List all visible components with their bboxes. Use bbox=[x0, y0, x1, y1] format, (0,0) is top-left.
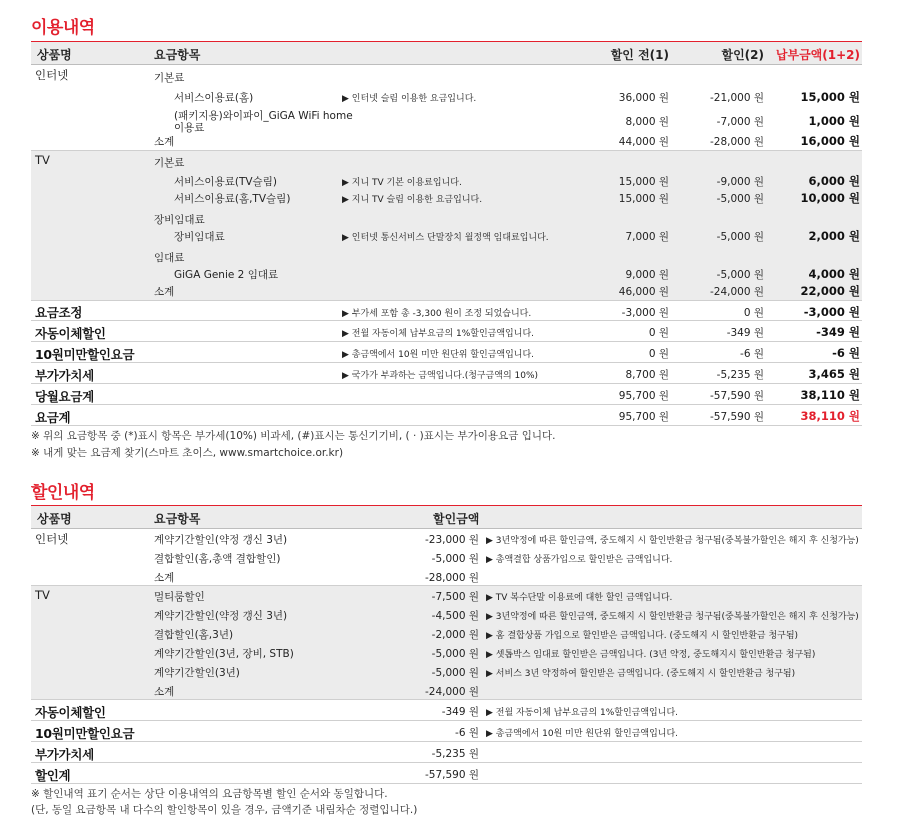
table-row bbox=[31, 227, 862, 245]
table-row bbox=[31, 605, 862, 624]
item-description: ▶ 전월 자동이체 납부요금의 1%할인금액입니다. bbox=[342, 329, 534, 339]
discount-amount: -5,000 원 bbox=[431, 553, 479, 565]
item-description: ▶ 지니 TV 기본 이용료입니다. bbox=[342, 178, 462, 188]
table-row bbox=[31, 662, 862, 681]
row-label: 10원미만할인요금 bbox=[35, 726, 135, 741]
item-description: ▶ 지니 TV 슬림 이용한 요금입니다. bbox=[342, 195, 483, 205]
product-name: 인터넷 bbox=[35, 68, 69, 82]
amount-before: 95,700 원 bbox=[618, 411, 669, 423]
item-name: 결합할인(홈,3년) bbox=[154, 629, 234, 641]
amount-before: 95,700 원 bbox=[618, 390, 669, 402]
discount-amount: -5,000 원 bbox=[431, 648, 479, 660]
row-label: 부가가치세 bbox=[35, 747, 94, 762]
subtotal-row bbox=[31, 282, 862, 300]
item-name: 계약기간할인(약정 갱신 3년) bbox=[154, 534, 288, 546]
usage-section-title: 이용내역 bbox=[31, 18, 95, 38]
table-row bbox=[31, 107, 862, 134]
header-product: 상품명 bbox=[37, 48, 72, 62]
table-row bbox=[31, 207, 862, 227]
amount-before: 36,000 원 bbox=[618, 92, 669, 104]
table-row bbox=[31, 624, 862, 643]
subtotal-label: 소계 bbox=[154, 572, 175, 584]
discount-amount: -23,000 원 bbox=[424, 534, 479, 546]
amount-before: 15,000 원 bbox=[618, 176, 669, 188]
item-description: ▶ 국가가 부과하는 금액입니다.(청구금액의 10%) bbox=[342, 371, 539, 381]
subtotal-label: 소계 bbox=[154, 686, 175, 698]
discount-amount: -4,500 원 bbox=[431, 610, 479, 622]
item-name: 서비스이용료(홈) bbox=[174, 92, 254, 104]
amount-before: 7,000 원 bbox=[625, 231, 669, 243]
amount-before: 8,000 원 bbox=[625, 116, 669, 128]
item-name: GiGA Genie 2 임대료 bbox=[174, 269, 279, 281]
item-name: 장비임대료 bbox=[174, 231, 225, 243]
amount-pay: 22,000 원 bbox=[800, 284, 860, 298]
discount-amount: -5,235 원 bbox=[431, 748, 479, 760]
discount-table bbox=[31, 505, 862, 784]
discount-group-tv bbox=[31, 586, 862, 700]
item-description: ▶ 총금액에서 10원 미만 원단위 할인금액입니다. bbox=[486, 729, 679, 739]
amount-pay: 10,000 원 bbox=[800, 191, 860, 205]
table-row bbox=[31, 529, 862, 548]
product-name: TV bbox=[35, 588, 50, 602]
amount-discount: -349 원 bbox=[726, 327, 764, 339]
amount-discount: -21,000 원 bbox=[709, 92, 764, 104]
item-description: ▶ 셋톱박스 임대료 할인받은 금액입니다. (3년 약정, 중도해지시 할인반환금 청구됨) bbox=[486, 650, 816, 660]
amount-discount: -57,590 원 bbox=[709, 390, 764, 402]
row-label: 요금조정 bbox=[35, 305, 83, 320]
usage-note-1: ※ 위의 요금항목 중 (*)표시 항목은 부가세(10%) 비과세, (#)표시는 통신기기비, ( · )표시는 부가이용요금 입니다. bbox=[31, 430, 556, 442]
table-row bbox=[31, 643, 862, 662]
row-label: 10원미만할인요금 bbox=[35, 347, 135, 362]
discount-amount: -57,590 원 bbox=[424, 769, 479, 781]
total-row bbox=[31, 405, 862, 426]
amount-discount: -7,000 원 bbox=[716, 116, 764, 128]
amount-before: 44,000 원 bbox=[618, 136, 669, 148]
subtotal-row bbox=[31, 131, 862, 150]
item-description: ▶ 3년약정에 따른 할인금액, 중도해지 시 할인반환금 청구됨(중복불가할인은 해지 후 신청가능) bbox=[486, 536, 859, 546]
amount-discount: -9,000 원 bbox=[716, 176, 764, 188]
discount-note-2: (단, 동일 요금항목 내 다수의 할인항목이 있을 경우, 금액기준 내림차순 정렬입니다.) bbox=[31, 804, 418, 816]
table-row bbox=[31, 189, 862, 207]
item-description: ▶ 인터넷 통신서비스 단말장치 월정액 임대료입니다. bbox=[342, 233, 549, 243]
discount-section-title: 할인내역 bbox=[31, 483, 95, 503]
table-row bbox=[31, 301, 862, 321]
header-product: 상품명 bbox=[37, 512, 72, 526]
item-category: 장비임대료 bbox=[154, 214, 205, 226]
discount-amount: -28,000 원 bbox=[424, 572, 479, 584]
header-amount: 할인금액 bbox=[433, 512, 480, 526]
discount-amount: -24,000 원 bbox=[424, 686, 479, 698]
table-row bbox=[31, 151, 862, 171]
subtotal-row bbox=[31, 681, 862, 699]
item-category: 기본료 bbox=[154, 157, 185, 169]
item-category: 임대료 bbox=[154, 252, 185, 264]
amount-discount: -28,000 원 bbox=[709, 136, 764, 148]
amount-before: 15,000 원 bbox=[618, 193, 669, 205]
item-description: ▶ 총액결합 상품가입으로 할인받은 금액입니다. bbox=[486, 555, 673, 565]
row-label: 요금계 bbox=[35, 410, 71, 425]
usage-group-tv bbox=[31, 151, 862, 301]
row-label: 자동이체할인 bbox=[35, 326, 106, 341]
amount-discount: -6 원 bbox=[740, 348, 764, 360]
usage-table-header bbox=[31, 41, 862, 65]
discount-group-internet bbox=[31, 529, 862, 586]
header-item: 요금항목 bbox=[154, 48, 201, 62]
subtotal-label: 소계 bbox=[154, 286, 175, 298]
table-row bbox=[31, 384, 862, 405]
item-description: ▶ TV 복수단말 이용료에 대한 할인 금액입니다. bbox=[486, 593, 673, 603]
amount-discount: -5,000 원 bbox=[716, 269, 764, 281]
table-row bbox=[31, 742, 862, 763]
amount-pay: 1,000 원 bbox=[808, 114, 860, 128]
item-description: ▶ 3년약정에 따른 할인금액, 중도해지 시 할인반환금 청구됨(중복불가할인은 해지 후 신청가능) bbox=[486, 612, 859, 622]
amount-before: -3,000 원 bbox=[621, 307, 669, 319]
amount-discount: -5,235 원 bbox=[716, 369, 764, 381]
amount-before: 8,700 원 bbox=[625, 369, 669, 381]
amount-pay: 16,000 원 bbox=[800, 134, 860, 148]
item-description: ▶ 인터넷 슬림 이용한 요금입니다. bbox=[342, 94, 477, 104]
amount-pay: 3,465 원 bbox=[808, 367, 860, 381]
item-description: ▶ 전월 자동이체 납부요금의 1%할인금액입니다. bbox=[486, 708, 678, 718]
table-row bbox=[31, 548, 862, 567]
usage-table bbox=[31, 41, 862, 426]
header-discount: 할인(2) bbox=[721, 48, 764, 62]
product-name: 인터넷 bbox=[35, 532, 69, 546]
item-description: ▶ 부가세 포함 총 -3,300 원이 조정 되었습니다. bbox=[342, 309, 532, 319]
amount-before: 9,000 원 bbox=[625, 269, 669, 281]
header-pay: 납부금액(1+2) bbox=[775, 48, 860, 62]
item-name: 서비스이용료(TV슬림) bbox=[174, 176, 277, 188]
subtotal-label: 소계 bbox=[154, 136, 175, 148]
discount-amount: -2,000 원 bbox=[431, 629, 479, 641]
amount-before: 46,000 원 bbox=[618, 286, 669, 298]
table-row bbox=[31, 245, 862, 264]
row-label: 할인계 bbox=[35, 768, 71, 783]
table-row bbox=[31, 721, 862, 742]
table-row bbox=[31, 86, 862, 107]
table-row bbox=[31, 264, 862, 282]
table-row bbox=[31, 65, 862, 86]
amount-pay: -3,000 원 bbox=[803, 305, 860, 319]
discount-table-header bbox=[31, 505, 862, 529]
amount-discount: -57,590 원 bbox=[709, 411, 764, 423]
usage-note-2: ※ 내게 맞는 요금제 찾기(스마트 초이스, www.smartchoice.or.kr) bbox=[31, 447, 344, 459]
usage-group-internet bbox=[31, 65, 862, 151]
row-label: 당월요금계 bbox=[35, 389, 94, 404]
item-description: ▶ 총금액에서 10원 미만 원단위 할인금액입니다. bbox=[342, 350, 535, 360]
table-row bbox=[31, 586, 862, 605]
discount-note-1: ※ 할인내역 표기 순서는 상단 이용내역의 요금항목별 할인 순서와 동일합니다. bbox=[31, 788, 388, 800]
amount-before: 0 원 bbox=[648, 348, 669, 360]
product-name: TV bbox=[35, 153, 50, 167]
item-name: 결합할인(홈,총액 결합할인) bbox=[154, 553, 281, 565]
amount-pay: -6 원 bbox=[832, 346, 860, 360]
item-name: (패키지용)와이파이_GiGA WiFi home bbox=[174, 110, 353, 122]
table-row bbox=[31, 171, 862, 189]
amount-pay: 15,000 원 bbox=[800, 90, 860, 104]
amount-discount: -24,000 원 bbox=[709, 286, 764, 298]
item-description: ▶ 홈 결합상품 가입으로 할인받은 금액입니다. (중도해지 시 할인반환금 청구됨) bbox=[486, 631, 799, 641]
table-row bbox=[31, 700, 862, 721]
item-name-continued: 이용료 bbox=[174, 122, 205, 134]
amount-pay: 38,110 원 bbox=[800, 388, 860, 402]
item-category: 기본료 bbox=[154, 72, 185, 84]
discount-amount: -349 원 bbox=[441, 706, 479, 718]
amount-pay: 2,000 원 bbox=[808, 229, 860, 243]
discount-amount: -7,500 원 bbox=[431, 591, 479, 603]
amount-pay: 4,000 원 bbox=[808, 267, 860, 281]
subtotal-row bbox=[31, 567, 862, 585]
header-item: 요금항목 bbox=[154, 512, 201, 526]
row-label: 자동이체할인 bbox=[35, 705, 106, 720]
item-name: 계약기간할인(3년) bbox=[154, 667, 240, 679]
item-description: ▶ 서비스 3년 약정하여 할인받은 금액입니다. (중도해지 시 할인반환금 청구됨) bbox=[486, 669, 796, 679]
table-row bbox=[31, 363, 862, 384]
item-name: 서비스이용료(홈,TV슬림) bbox=[174, 193, 291, 205]
discount-amount: -6 원 bbox=[455, 727, 479, 739]
amount-pay: 6,000 원 bbox=[808, 174, 860, 188]
row-label: 부가가치세 bbox=[35, 368, 94, 383]
amount-pay: -349 원 bbox=[816, 325, 860, 339]
header-before: 할인 전(1) bbox=[610, 48, 669, 62]
amount-discount: -5,000 원 bbox=[716, 231, 764, 243]
table-row bbox=[31, 321, 862, 342]
amount-discount: -5,000 원 bbox=[716, 193, 764, 205]
total-row bbox=[31, 763, 862, 784]
amount-before: 0 원 bbox=[648, 327, 669, 339]
amount-pay-total: 38,110 원 bbox=[800, 409, 860, 423]
item-name: 멀티룸할인 bbox=[154, 591, 205, 603]
item-name: 계약기간할인(약정 갱신 3년) bbox=[154, 610, 288, 622]
item-name: 계약기간할인(3년, 장비, STB) bbox=[154, 648, 294, 660]
discount-amount: -5,000 원 bbox=[431, 667, 479, 679]
table-row bbox=[31, 342, 862, 363]
amount-discount: 0 원 bbox=[743, 307, 764, 319]
